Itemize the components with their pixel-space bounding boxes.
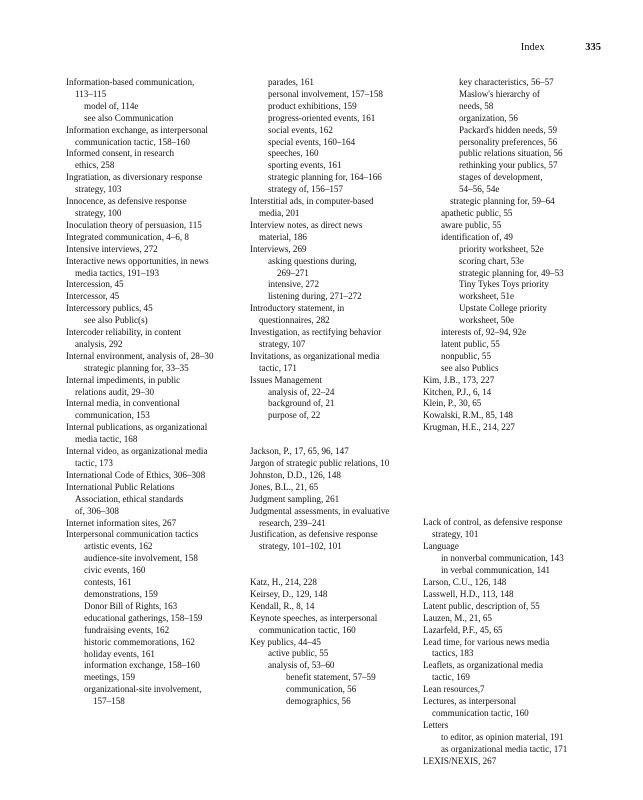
index-entry: Keirsey, D., 129, 148	[250, 588, 328, 599]
index-entry: demographics, 56	[286, 696, 351, 707]
index-entry: worksheet, 51e	[459, 291, 515, 302]
index-entry: historic commemorations, 162	[84, 636, 195, 647]
index-entry: product exhibitions, 159	[268, 100, 357, 111]
index-entry: Lack of control, as defensive response	[423, 517, 563, 528]
index-entry: Information-based communication,	[66, 77, 195, 87]
index-entry: progress-oriented events, 161	[268, 112, 376, 123]
index-entry: Kim, J.B., 173, 227	[423, 374, 495, 385]
index-entry: in nonverbal communication, 143	[441, 553, 564, 564]
index-entry: Krugman, H.E., 214, 227	[423, 422, 515, 433]
index-entry: demonstrations, 159	[84, 588, 158, 599]
index-entry: media tactic, 168	[75, 434, 138, 445]
index-entry: Informed consent, in research	[66, 148, 175, 159]
index-entry: educational gatherings, 158–159	[84, 612, 203, 623]
index-entry: Integrated communication, 4–6, 8	[66, 231, 189, 242]
index-entry: parades, 161	[268, 77, 314, 87]
index-entry: see also Public(s)	[84, 315, 148, 326]
index-entry: research, 239–241	[259, 517, 326, 528]
index-entry: Association, ethical standards	[75, 493, 184, 504]
index-entry: Internal environment, analysis of, 28–30	[66, 350, 214, 361]
index-entry: see also Publics	[441, 362, 499, 373]
index-entry: Key publics, 44–45	[250, 636, 321, 647]
index-entry: model of, 114e	[84, 100, 139, 111]
index-entry: strategy, 100	[75, 207, 122, 218]
index-entry: strategy, 101–102, 101	[259, 541, 342, 552]
index-entry: relations audit, 29–30	[75, 386, 155, 397]
index-entry: 269–271	[277, 267, 309, 278]
index-entry: media tactics, 191–193	[75, 267, 160, 278]
index-entry: Larson, C.U., 126, 148	[423, 577, 507, 588]
index-entry: communication, 56	[286, 684, 357, 695]
index-entry: Internal publications, as organizational	[66, 422, 208, 433]
index-entry: Interactive news opportunities, in news	[66, 255, 209, 266]
index-entry: active public, 55	[268, 648, 329, 659]
index-entry: priority worksheet, 52e	[459, 243, 544, 254]
index-entry: speeches, 160	[268, 148, 319, 159]
index-entry: communication, 153	[75, 410, 150, 421]
index-entry: Intercoder reliability, in content	[66, 327, 182, 338]
index-entry: Intensive interviews, 272	[66, 243, 158, 254]
index-entry: artistic events, 162	[84, 541, 153, 552]
index-entry: analysis, 292	[75, 338, 123, 349]
section-title: Index	[520, 42, 545, 53]
index-entry: tactics, 183	[432, 648, 474, 659]
index-entry: asking questions during,	[268, 255, 357, 266]
index-entry: Johnston, D.D., 126, 148	[250, 469, 341, 480]
index-entry: Lectures, as interpersonal	[423, 696, 517, 707]
index-entry: 157–158	[93, 696, 125, 707]
index-entry: Internal video, as organizational media	[66, 446, 208, 457]
index-entry: to editor, as opinion material, 191	[441, 731, 564, 742]
index-entry: strategic planning for, 33–35	[84, 362, 189, 373]
index-entry: questionnaires, 282	[259, 315, 330, 326]
index-entry: background of, 21	[268, 398, 335, 409]
index-entry: Justification, as defensive response	[250, 529, 378, 540]
index-entry: Upstate College priority	[459, 303, 547, 314]
index-entry: information exchange, 158–160	[84, 660, 200, 671]
index-entry: Intercession, 45	[66, 279, 124, 290]
index-entry: Interpersonal communication tactics	[66, 529, 199, 540]
index-entry: intensive, 272	[268, 279, 320, 290]
index-entry: Leaflets, as organizational media	[423, 660, 544, 671]
index-entry: social events, 162	[268, 124, 333, 135]
index-entry: Letters	[423, 719, 449, 730]
index-entry: Jones, B.L., 21, 65	[250, 481, 319, 492]
index-entry: Klein, P., 30, 65	[423, 398, 482, 409]
index-entry: 113–115	[75, 88, 107, 99]
index-entry: meetings, 159	[84, 672, 136, 683]
index-entry: nonpublic, 55	[441, 350, 492, 361]
index-entry: organizational-site involvement,	[84, 684, 202, 695]
index-entry: apathetic public, 55	[441, 207, 513, 218]
index-column-2	[250, 77, 435, 708]
index-entry: Lazarfeld, P.F., 45, 65	[423, 624, 503, 635]
index-entry: civic events, 160	[84, 565, 146, 576]
index-entry: identification of, 49	[441, 231, 513, 242]
page-number: 335	[585, 42, 601, 53]
index-entry: stages of development,	[459, 172, 543, 183]
section-gap	[250, 422, 435, 446]
index-entry: 54–56, 54e	[459, 184, 500, 195]
index-entry: Maslow's hierarchy of	[459, 88, 540, 99]
index-entry: Internal media, in conventional	[66, 398, 180, 409]
index-entry: International Code of Ethics, 306–308	[66, 469, 206, 480]
index-entry: rethinking your publics, 57	[459, 160, 558, 171]
index-entry: communication tactic, 160	[259, 624, 356, 635]
index-entry: International Public Relations	[66, 481, 175, 492]
index-entry: scoring chart, 53e	[459, 255, 524, 266]
index-entry: see also Communication	[84, 112, 174, 123]
index-entry: in verbal communication, 141	[441, 565, 551, 576]
index-entry: interests of, 92–94, 92e	[441, 327, 527, 338]
index-entry: Donor Bill of Rights, 163	[84, 600, 178, 611]
index-entry: Information exchange, as interpersonal	[66, 124, 208, 135]
index-entry: latent public, 55	[441, 338, 500, 349]
index-entry: Innocence, as defensive response	[66, 196, 187, 207]
index-entry: strategy of, 156–157	[268, 184, 344, 195]
index-entry: Interstitial ads, in computer-based	[250, 196, 374, 207]
index-entry: Jargon of strategic public relations, 10	[250, 457, 390, 468]
index-entry: Lasswell, H.D., 113, 148	[423, 588, 514, 599]
index-column-3	[423, 77, 613, 768]
index-entry: Interviews, 269	[250, 243, 307, 254]
index-entry: benefit statement, 57–59	[286, 672, 376, 683]
index-entry: Kitchen, P.J., 6, 14	[423, 386, 492, 397]
index-entry: Judgment sampling, 261	[250, 493, 340, 504]
index-entry: purpose of, 22	[268, 410, 321, 421]
index-entry: audience-site involvement, 158	[84, 553, 198, 564]
index-entry: strategic planning for, 49–53	[459, 267, 564, 278]
index-entry: contests, 161	[84, 577, 132, 588]
index-entry: Kowalski, R.M., 85, 148	[423, 410, 513, 421]
index-entry: Lean resources,7	[423, 684, 485, 695]
index-entry: needs, 58	[459, 100, 494, 111]
index-entry: personality preferences, 56	[459, 136, 558, 147]
section-gap	[423, 434, 613, 517]
index-entry: Judgmental assessments, in evaluative	[250, 505, 390, 516]
index-entry: aware public, 55	[441, 219, 502, 230]
index-entry: Language	[423, 541, 459, 552]
index-entry: Inoculation theory of persuasion, 115	[66, 219, 202, 230]
index-entry: sporting events, 161	[268, 160, 342, 171]
index-entry: Katz, H., 214, 228	[250, 577, 317, 588]
index-entry: as organizational media tactic, 171	[441, 743, 568, 754]
index-entry: Lead time, for various news media	[423, 636, 550, 647]
index-entry: public relations situation, 56	[459, 148, 563, 159]
index-entry: worksheet, 50e	[459, 315, 515, 326]
index-entry: Jackson, P., 17, 65, 96, 147	[250, 446, 349, 457]
index-entry: Intercessory publics, 45	[66, 303, 153, 314]
index-entry: organization, 56	[459, 112, 518, 123]
index-entry: strategic planning for, 59–64	[450, 196, 555, 207]
index-entry: analysis of, 53–60	[268, 660, 335, 671]
section-gap	[250, 553, 435, 577]
index-entry: communication tactic, 158–160	[75, 136, 190, 147]
index-entry: personal involvement, 157–158	[268, 88, 383, 99]
index-entry: Invitations, as organizational media	[250, 350, 380, 361]
index-entry: Internet information sites, 267	[66, 517, 177, 528]
index-entry: Keynote speeches, as interpersonal	[250, 612, 378, 623]
index-entry: strategic planning for, 164–166	[268, 172, 382, 183]
index-entry: listening during, 271–272	[268, 291, 362, 302]
index-entry: ethics, 258	[75, 160, 115, 171]
index-entry: Investigation, as rectifying behavior	[250, 327, 382, 338]
index-entry: tactic, 171	[259, 362, 297, 373]
index-entry: Packard's hidden needs, 59	[459, 124, 558, 135]
index-entry: tactic, 169	[432, 672, 470, 683]
index-entry: Internal impediments, in public	[66, 374, 181, 385]
index-entry: material, 186	[259, 231, 307, 242]
index-entry: strategy, 101	[432, 529, 479, 540]
index-entry: Intercessor, 45	[66, 291, 120, 302]
index-entry: Issues Management	[250, 374, 322, 385]
index-entry: Kendall, R., 8, 14	[250, 600, 315, 611]
index-entry: tactic, 173	[75, 458, 113, 468]
index-entry: strategy, 103	[75, 184, 122, 195]
index-entry: LEXIS/NEXIS, 267	[423, 755, 497, 766]
index-entry: Tiny Tykes Toys priority	[459, 279, 549, 290]
index-entry: Latent public, description of, 55	[423, 600, 540, 611]
index-entry: of, 306–308	[75, 505, 119, 516]
running-header	[521, 42, 601, 53]
index-entry: holiday events, 161	[84, 648, 155, 659]
index-entry: Ingratiation, as diversionary response	[66, 172, 203, 183]
index-entry: Lauzen, M., 21, 65	[423, 612, 492, 623]
index-entry: communication tactic, 160	[432, 707, 529, 718]
index-entry: special events, 160–164	[268, 136, 356, 147]
index-entry: fundraising events, 162	[84, 624, 170, 635]
index-entry: analysis of, 22–24	[268, 386, 335, 397]
index-entry: key characteristics, 56–57	[459, 77, 554, 87]
index-entry: strategy, 107	[259, 338, 306, 349]
index-entry: media, 201	[259, 207, 300, 218]
index-entry: Interview notes, as direct news	[250, 219, 363, 230]
index-column-1	[66, 77, 251, 708]
index-entry: Introductory statement, in	[250, 303, 345, 314]
